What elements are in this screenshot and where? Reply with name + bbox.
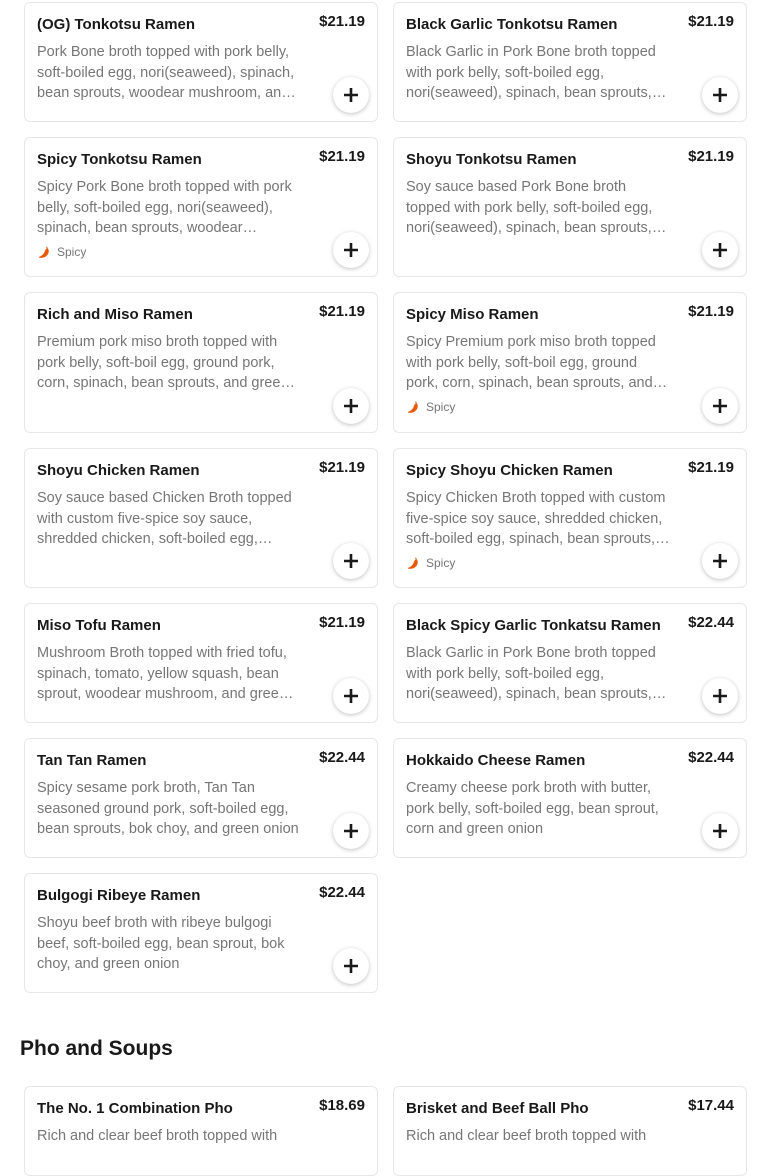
menu-item-price: $21.19 <box>319 303 365 320</box>
menu-item-description: Rich and clear beef broth topped with <box>406 1128 647 1144</box>
menu-item-price: $21.19 <box>319 614 365 631</box>
menu-item-card[interactable] <box>24 448 378 588</box>
menu-item-name: Miso Tofu Ramen <box>37 617 161 634</box>
plus-icon <box>711 397 729 415</box>
menu-item-card[interactable] <box>24 137 378 277</box>
menu-item-name: Shoyu Chicken Ramen <box>37 462 200 479</box>
menu-item-name: Black Spicy Garlic Tonkatsu Ramen <box>406 617 661 634</box>
menu-item-card[interactable] <box>24 738 378 858</box>
menu-item-card[interactable] <box>393 137 747 277</box>
menu-item-description: Shoyu beef broth with ribeye bulgogi beef, soft-boiled egg, bean sprout, bok choy, and green onion <box>37 915 285 972</box>
menu-item-description: Soy sauce based Chicken Broth topped with custom five-spice soy sauce, shredded chicken, soft-boiled egg, <box>37 490 292 547</box>
menu-item-price: $21.19 <box>688 459 734 476</box>
spicy-tag <box>406 556 734 570</box>
add-item-button[interactable] <box>702 77 738 113</box>
add-item-button[interactable] <box>702 678 738 714</box>
menu-item-description: Soy sauce based Pork Bone broth topped with pork belly, soft-boiled egg, nori(seaweed), spinach, bean sprouts, <box>406 179 653 236</box>
chili-pepper-icon <box>406 400 420 414</box>
plus-icon <box>711 552 729 570</box>
menu-item-description: Spicy sesame pork broth, Tan Tan seasoned ground pork, soft-boiled egg, bean sprouts, bok choy, and green onion <box>37 780 299 837</box>
menu-item-description: Mushroom Broth topped with fried tofu, spinach, tomato, yellow squash, bean sprout, woodear mushroom, and green <box>37 645 287 702</box>
add-item-button[interactable] <box>702 232 738 268</box>
menu-item-card[interactable] <box>393 603 747 723</box>
menu-item-name: Hokkaido Cheese Ramen <box>406 752 586 769</box>
menu-item-description: Pork Bone broth topped with pork belly, soft-boiled egg, nori(seaweed), spinach, bean sprouts, woodear mushroom, and <box>37 44 295 101</box>
menu-item-name: Bulgogi Ribeye Ramen <box>37 887 201 904</box>
menu-item-description: Creamy cheese pork broth with butter, pork belly, soft-boiled egg, bean sprout, corn and green onion <box>406 780 659 837</box>
menu-item-card[interactable] <box>393 1086 747 1176</box>
spicy-tag-label: Spicy <box>426 555 456 570</box>
menu-item-card[interactable] <box>393 292 747 433</box>
menu-item-description: Spicy Pork Bone broth topped with pork belly, soft-boiled egg, nori(seaweed), spinach, bean sprouts, woodear <box>37 179 292 236</box>
menu-item-card[interactable] <box>24 603 378 723</box>
plus-icon <box>342 397 360 415</box>
plus-icon <box>342 86 360 104</box>
menu-item-description: Spicy Chicken Broth topped with custom five-spice soy sauce, shredded chicken, soft-boiled egg, spinach, bean sprouts, <box>406 490 666 547</box>
plus-icon <box>711 687 729 705</box>
add-item-button[interactable] <box>702 388 738 424</box>
menu-item-name: Black Garlic Tonkotsu Ramen <box>406 16 618 33</box>
menu-grid-ramen <box>24 2 747 993</box>
menu-item-description: Black Garlic in Pork Bone broth topped with pork belly, soft-boiled egg, nori(seaweed), spinach, bean sprouts, <box>406 44 656 101</box>
plus-icon <box>342 552 360 570</box>
add-item-button[interactable] <box>702 813 738 849</box>
menu-item-card[interactable] <box>24 1086 378 1176</box>
menu-item-price: $17.44 <box>688 1097 734 1114</box>
menu-item-name: Spicy Tonkotsu Ramen <box>37 151 202 168</box>
add-item-button[interactable] <box>333 948 369 984</box>
menu-item-price: $21.19 <box>688 303 734 320</box>
add-item-button[interactable] <box>333 543 369 579</box>
menu-item-name: Tan Tan Ramen <box>37 752 147 769</box>
plus-icon <box>711 86 729 104</box>
menu-item-card[interactable] <box>393 738 747 858</box>
menu-item-name: (OG) Tonkotsu Ramen <box>37 16 196 33</box>
menu-item-price: $21.19 <box>688 148 734 165</box>
plus-icon <box>342 822 360 840</box>
menu-item-card[interactable] <box>24 873 378 993</box>
section-title-pho-and-soups: Pho and Soups <box>20 1037 173 1060</box>
menu-item-name: The No. 1 Combination Pho <box>37 1100 233 1117</box>
menu-item-price: $18.69 <box>319 1097 365 1114</box>
menu-item-price: $22.44 <box>688 614 734 631</box>
chili-pepper-icon <box>406 556 420 570</box>
menu-item-name: Spicy Miso Ramen <box>406 306 539 323</box>
chili-pepper-icon <box>37 245 51 259</box>
menu-item-price: $21.19 <box>319 13 365 30</box>
spicy-tag-label: Spicy <box>57 244 87 259</box>
menu-item-description: Spicy Premium pork miso broth topped with pork belly, soft-boil egg, ground pork, corn, spinach, bean sprouts, and <box>406 334 656 391</box>
menu-item-name: Brisket and Beef Ball Pho <box>406 1100 589 1117</box>
menu-item-card[interactable] <box>393 2 747 122</box>
menu-item-price: $21.19 <box>319 148 365 165</box>
menu-item-card[interactable] <box>24 2 378 122</box>
add-item-button[interactable] <box>333 678 369 714</box>
plus-icon <box>342 957 360 975</box>
menu-item-price: $22.44 <box>319 749 365 766</box>
menu-item-card[interactable] <box>393 448 747 588</box>
menu-item-description: Black Garlic in Pork Bone broth topped with pork belly, soft-boiled egg, nori(seaweed), spinach, bean sprouts, <box>406 645 656 702</box>
spicy-tag <box>37 245 365 259</box>
add-item-button[interactable] <box>333 232 369 268</box>
plus-icon <box>342 687 360 705</box>
menu-item-card[interactable] <box>24 292 378 433</box>
spicy-tag <box>406 400 734 414</box>
menu-item-description: Premium pork miso broth topped with pork belly, soft-boil egg, ground pork, corn, spinach, bean sprouts, and green <box>37 334 289 391</box>
add-item-button[interactable] <box>333 813 369 849</box>
menu-item-name: Shoyu Tonkotsu Ramen <box>406 151 577 168</box>
add-item-button[interactable] <box>702 543 738 579</box>
menu-item-price: $21.19 <box>319 459 365 476</box>
menu-grid-pho <box>24 1086 747 1176</box>
plus-icon <box>711 241 729 259</box>
add-item-button[interactable] <box>333 77 369 113</box>
menu-item-name: Spicy Shoyu Chicken Ramen <box>406 462 613 479</box>
plus-icon <box>711 822 729 840</box>
menu-item-description: Rich and clear beef broth topped with <box>37 1128 278 1144</box>
menu-item-price: $21.19 <box>688 13 734 30</box>
menu-item-price: $22.44 <box>688 749 734 766</box>
spicy-tag-label: Spicy <box>426 399 456 414</box>
menu-item-price: $22.44 <box>319 884 365 901</box>
plus-icon <box>342 241 360 259</box>
add-item-button[interactable] <box>333 388 369 424</box>
menu-item-name: Rich and Miso Ramen <box>37 306 193 323</box>
